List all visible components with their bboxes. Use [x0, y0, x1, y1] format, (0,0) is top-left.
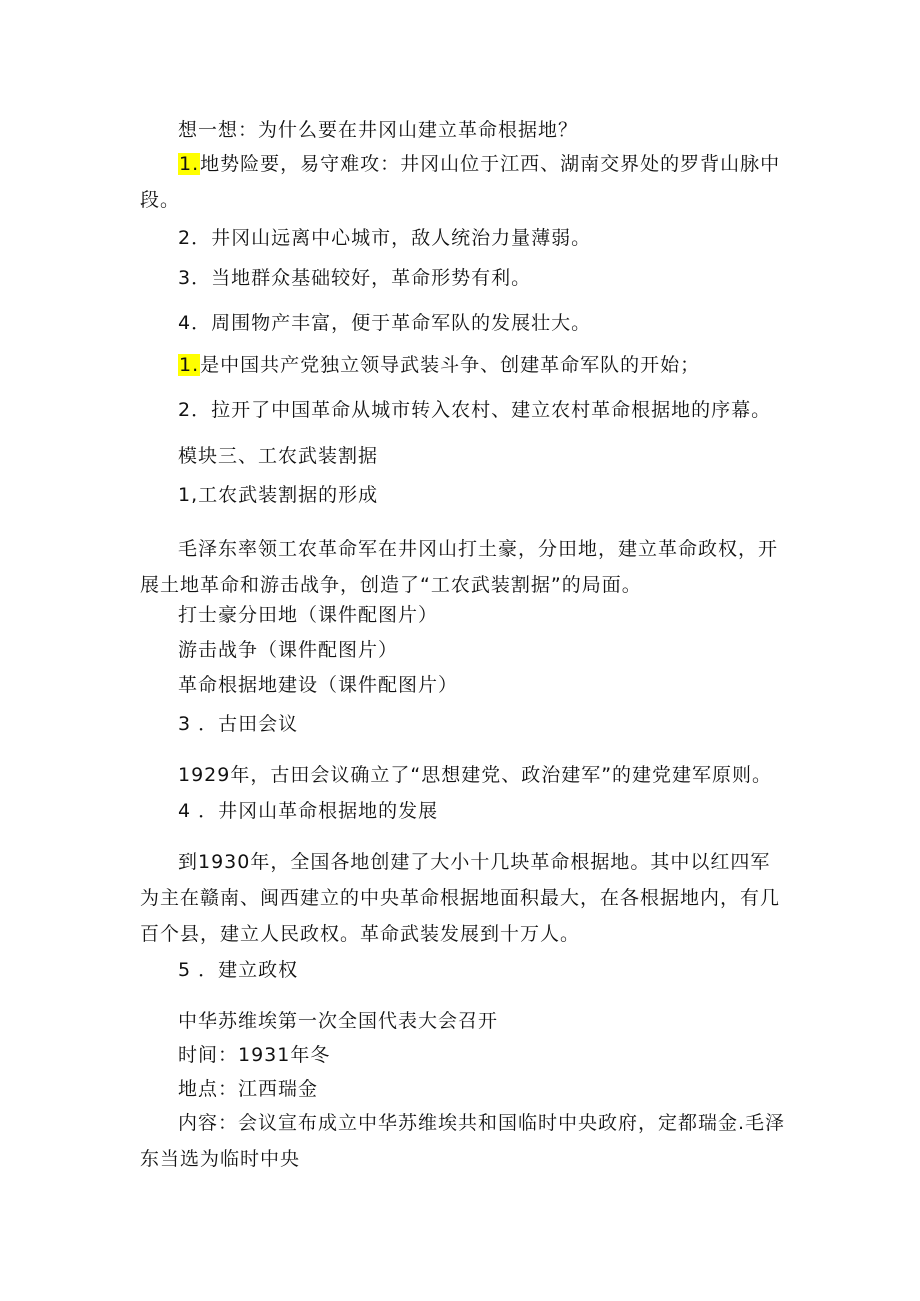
section-4-paragraph: 到1930年，全国各地创建了大小十几块革命根据地。其中以红四军为主在赣南、闽西建立的中央革命根据地面积最大，在各根据地内，有几百个县，建立人民政权。革命武装发展到十万人。 [140, 851, 781, 945]
reason-4 [178, 310, 591, 336]
significance-2 [178, 397, 771, 423]
section-5-place: 地点：江西瑞金 [178, 1078, 319, 1100]
section-5-time: 时间：1931年冬 [178, 1044, 331, 1066]
section-1-item: 游击战争（课件配图片） [178, 639, 399, 661]
section-3-paragraph: 1929年，古田会议确立了“思想建党、政治建军”的建党建军原则。 [178, 764, 773, 786]
section-5-title: 5 ．建立政权 [178, 959, 299, 981]
reason-3-num: 3 [178, 267, 192, 289]
reason-3 [178, 265, 531, 291]
reason-2-text: ．井冈山远离中心城市，敌人统治力量薄弱。 [191, 227, 592, 249]
significance-1 [178, 352, 700, 378]
section-4-title: 4 ．井冈山革命根据地的发展 [178, 800, 439, 822]
significance-1-text: 是中国共产党独立领导武装斗争、创建革命军队的开始； [200, 354, 701, 376]
reason-2-num: 2 [178, 227, 192, 249]
reason-4-text: ．周围物产丰富，便于革命军队的发展壮大。 [191, 312, 592, 334]
section-1-item: 打士豪分田地（课件配图片） [178, 604, 439, 626]
significance-2-num: 2 [178, 399, 192, 421]
reason-3-text: ．当地群众基础较好，革命形势有利。 [191, 267, 532, 289]
section-3-title: 3 ．古田会议 [178, 713, 299, 735]
section-1-paragraph: 毛泽东率领工农革命军在井冈山打土豪，分田地，建立革命政权，开展土地革命和游击战争，创造了“工农武装割据”的局面。 [140, 538, 779, 596]
highlighted-number: 1. [179, 354, 200, 376]
reason-1-text: 地势险要，易守难攻：井冈山位于江西、湖南交界处的罗背山脉中段。 [140, 153, 781, 211]
think-question: 想一想：为什么要在井冈山建立革命根据地？ [178, 119, 579, 141]
reason-1 [140, 146, 790, 218]
module-title: 模块三、工农武装割据 [178, 445, 379, 467]
section-1-item: 革命根据地建设（课件配图片） [178, 674, 459, 696]
section-5-content: 内容：会议宣布成立中华苏维埃共和国临时中央政府，定都瑞金.毛泽东当选为临时中央 [140, 1112, 786, 1170]
section-5-subtitle: 中华苏维埃第一次全国代表大会召开 [178, 1010, 499, 1032]
highlighted-number: 1. [179, 153, 200, 175]
reason-2 [178, 225, 591, 251]
significance-2-text: ．拉开了中国革命从城市转入农村、建立农村革命根据地的序幕。 [191, 399, 772, 421]
reason-4-num: 4 [178, 312, 192, 334]
section-1-title: 1,工农武装割据的形成 [178, 484, 379, 506]
